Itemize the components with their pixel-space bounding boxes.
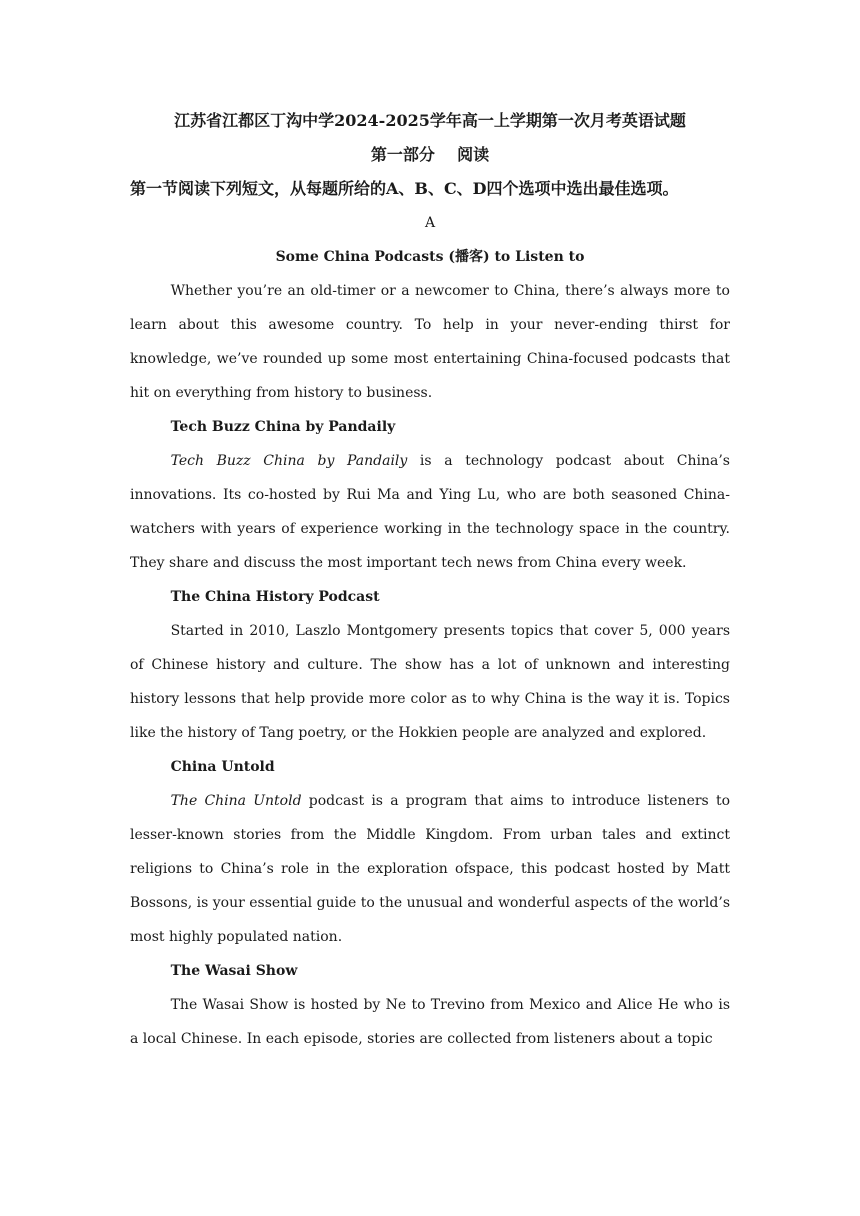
section-paragraph-wasai-show: The Wasai Show is hosted by Ne to Trevino from Mexico and Alice He who is a local Chinese. In each episode, stories are collected from listeners about a topic xyxy=(130,997,730,1047)
section-instruction: 第一节阅读下列短文，从每题所给的A、B、C、D四个选项中选出最佳选项。 xyxy=(130,179,679,198)
section-heading-wasai-show: The Wasai Show xyxy=(170,963,298,979)
section-heading-tech-buzz: Tech Buzz China by Pandaily xyxy=(170,419,396,435)
italic-title: Tech Buzz China by Pandaily xyxy=(170,453,408,469)
paragraph-text: is a technology podcast about China’s innovations. Its co-hosted by Rui Ma and Ying Lu, who are both seasoned China-watchers with years of experience working in the technology space in the country. They share and discuss the most important tech news from China every week. xyxy=(130,453,730,571)
passage-letter: A xyxy=(424,215,436,231)
exam-page xyxy=(130,104,730,1056)
part-heading: 第一部分 阅读 xyxy=(370,145,490,164)
section-paragraph-history-podcast: Started in 2010, Laszlo Montgomery presents topics that cover 5, 000 years of Chinese history and culture. The show has a lot of unknown and interesting history lessons that help provide more color as to why China is the way it is. Topics like the history of Tang poetry, or the Hokkien people are analyzed and explored. xyxy=(130,623,730,741)
exam-title: 江苏省江都区丁沟中学2024-2025学年高一上学期第一次月考英语试题 xyxy=(174,111,686,130)
section-paragraph-china-untold xyxy=(130,784,730,954)
section-heading-china-untold: China Untold xyxy=(170,759,275,775)
article-title: Some China Podcasts (播客) to Listen to xyxy=(275,249,585,265)
section-paragraph-tech-buzz xyxy=(130,444,730,580)
paragraph-text: podcast is a program that aims to introduce listeners to lesser-known stories from the Middle Kingdom. From urban tales and extinct religions to China’s role in the exploration ofspace, this podcast hosted by Matt Bossons, is your essential guide to the unusual and wonderful aspects of the world’s most highly populated nation. xyxy=(130,793,730,945)
italic-title: The China Untold xyxy=(170,793,302,809)
section-heading-history-podcast: The China History Podcast xyxy=(170,589,380,605)
intro-paragraph: Whether you’re an old-timer or a newcomer to China, there’s always more to learn about this awesome country. To help in your never-ending thirst for knowledge, we’ve rounded up some most entertaining China-focused podcasts that hit on everything from history to business. xyxy=(130,283,730,401)
